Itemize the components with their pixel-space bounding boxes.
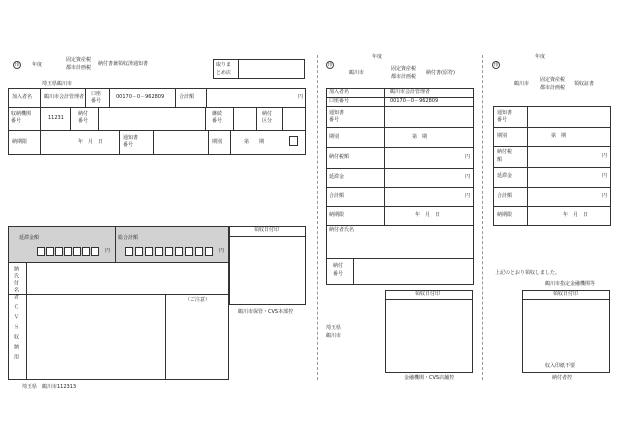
right-entai-label: 延滞金 (497, 173, 513, 179)
ki-label: 第 期 (244, 139, 265, 145)
koza-label-2: 番号 (91, 98, 102, 104)
toriatsukai-label-2: とめ店 (216, 70, 232, 76)
mid-nokigen-date: 年 月 日 (415, 212, 441, 218)
left-tax-title-2: 都市計画税 (66, 65, 92, 71)
gokei-digit (125, 247, 133, 256)
gokei-digit (205, 247, 213, 256)
right-tax-title-1: 固定資産税 (540, 77, 566, 83)
mid-address-2: 鶴川市 (326, 333, 342, 339)
seal-icon: 印 (327, 62, 333, 68)
right-main-table (493, 106, 611, 226)
mid-tsuchi-label-1: 通知書 (329, 110, 345, 116)
entai-digit (55, 247, 63, 256)
right-ki-label: 第 期 (551, 133, 567, 139)
right-city: 鶴川市 (514, 81, 530, 87)
middle-section (320, 0, 480, 439)
mid-entai-yen: 円 (465, 174, 471, 180)
gokei-digit (145, 247, 153, 256)
left-stamp-box (229, 226, 306, 305)
gokei-digit (175, 247, 183, 256)
right-nokigen-date: 年 月 日 (563, 212, 589, 218)
keiyaku-label-2: 番号 (212, 118, 223, 124)
gokei-amount-label: 総合計額 (118, 235, 139, 241)
mid-tax-title-2: 都市計画税 (391, 74, 417, 80)
right-nofusha-label: 納付者控 (552, 375, 573, 381)
mid-tax-title-1: 固定資産税 (391, 66, 417, 72)
left-section (0, 0, 310, 439)
divider-2 (482, 55, 483, 380)
entai-label: 延滞金額 (19, 235, 40, 241)
mid-nofu-zei-label: 納付税額 (329, 154, 350, 160)
entai-digit (46, 247, 54, 256)
nofusha-label: 納氏付名者 (13, 266, 19, 301)
entai-digit (82, 247, 90, 256)
right-nokigen-label: 納期限 (497, 212, 513, 218)
mid-kanyusha-label: 加入者名 (329, 89, 350, 95)
entai-digit (91, 247, 99, 256)
koza-value: 00170－0－962809 (116, 94, 165, 100)
toriatsukai-label-1: 取りま (216, 62, 232, 68)
left-cvs-bank: 鶴川市保管・CVS本部控 (238, 309, 294, 315)
tsuchi-label-1: 通知書 (123, 135, 139, 141)
divider-1 (317, 55, 318, 380)
right-ryoshu-stamp-label: 領収日付印 (553, 291, 579, 297)
mid-nofusha-label: 納付者氏名 (329, 227, 355, 233)
mid-city: 鶴川市 (349, 70, 365, 76)
mid-nofu-bango-1: 納付 (333, 263, 344, 269)
nokigen-date: 年 月 日 (78, 139, 104, 145)
right-section (485, 0, 625, 439)
gokei-digit (135, 247, 143, 256)
kanyusha-label: 加入者名 (12, 94, 33, 100)
right-tsuchi-label-2: 番号 (497, 117, 508, 123)
entai-digit (37, 247, 45, 256)
right-nendo: 年度 (535, 54, 546, 60)
right-receipt-note: 上記のとおり領収しました。 (495, 270, 561, 276)
left-doc-title: 納付書兼領収済通知書 (98, 61, 149, 67)
keiyaku-label-1: 継続 (212, 111, 223, 117)
mid-nokigen-label: 納期限 (329, 212, 345, 218)
mid-tsuchi-label-2: 番号 (329, 117, 340, 123)
gokei-digit (185, 247, 193, 256)
gokei-label: 合計額 (179, 94, 195, 100)
right-entai-yen: 円 (602, 173, 608, 179)
gokei-digit (165, 247, 173, 256)
right-nofu-zei-label-2: 額 (497, 157, 503, 163)
koza-label-1: 口座 (91, 91, 102, 97)
gokei-digit (195, 247, 203, 256)
right-nofu-zei-yen: 円 (602, 153, 608, 159)
gokei-digit (155, 247, 163, 256)
mid-kibetsu-label: 期別 (329, 134, 340, 140)
shuno-label-1: 収納機関 (11, 111, 32, 117)
shuno-label-2: 番号 (11, 118, 22, 124)
nokigen-label: 納期限 (12, 139, 28, 145)
left-note-label: （ご注意） (185, 297, 211, 303)
right-nofu-zei-label-1: 納付税 (497, 149, 513, 155)
gokei-amount-yen: 円 (219, 248, 225, 254)
entai-digit (73, 247, 81, 256)
mid-kanyusha-value: 鶴川市会計管理者 (390, 89, 431, 95)
mid-stamp-box (385, 290, 473, 373)
mid-koza-label: 口座番号 (329, 98, 350, 104)
right-stamp-box (522, 290, 610, 373)
cvs-label: ＣＶＳ収納用 (13, 304, 19, 364)
left-ryoshu-stamp-label: 領収日付印 (254, 227, 280, 233)
mid-nendo: 年度 (372, 54, 383, 60)
left-footer-addr: 埼玉県 鶴川市112313 (22, 384, 77, 390)
right-gokei-label: 合計額 (497, 193, 513, 199)
nofu-kubun-2: 区分 (262, 118, 273, 124)
right-stamp-unneeded: 収入印紙不要 (545, 363, 576, 369)
mid-ki-label: 第 期 (412, 134, 428, 140)
entai-digit (64, 247, 72, 256)
nofu-label-2: 番号 (78, 118, 89, 124)
mid-ryoshu-stamp-label: 領収日付印 (415, 291, 441, 297)
left-tax-title-1: 固定資産税 (66, 57, 92, 63)
kubun-checkbox[interactable] (289, 136, 298, 146)
mid-gokei-yen: 円 (465, 193, 471, 199)
mid-nofu-zei-yen: 円 (465, 154, 471, 160)
left-nendo: 年度 (32, 62, 43, 68)
nofu-kubun-1: 納付 (262, 111, 273, 117)
mid-address-1: 埼玉県 (326, 325, 342, 331)
gokei-yen: 円 (298, 94, 304, 100)
kibetsu-label: 期別 (212, 139, 223, 145)
right-doc-title: 領収証書 (574, 81, 595, 87)
nofu-label-1: 納付 (78, 111, 89, 117)
right-designated-bank: 鶴川市指定金融機関等 (545, 281, 596, 287)
mid-gokei-label: 合計額 (329, 193, 345, 199)
mid-nofu-bango-2: 番号 (333, 271, 344, 277)
right-tax-title-2: 都市計画税 (540, 85, 566, 91)
left-recipient: 埼玉県鶴川市 (42, 81, 73, 87)
tsuchi-label-2: 番号 (123, 142, 134, 148)
entai-yen: 円 (105, 248, 111, 254)
seal-icon: 印 (14, 62, 20, 68)
seal-icon: 印 (493, 62, 499, 68)
mid-koza-value: 00170－0－962809 (390, 98, 439, 104)
mid-doc-title: 納付書(原符) (426, 70, 455, 76)
right-tsuchi-label-1: 通知書 (497, 110, 513, 116)
right-kibetsu-label: 期別 (497, 133, 508, 139)
right-gokei-yen: 円 (602, 193, 608, 199)
mid-bank-footer: 金融機関・CVS店舗控 (404, 375, 455, 381)
shuno-value: 11231 (48, 115, 64, 121)
kanyusha-value: 鶴川市会計管理者 (44, 94, 85, 100)
mid-entai-label: 延滞金 (329, 174, 345, 180)
